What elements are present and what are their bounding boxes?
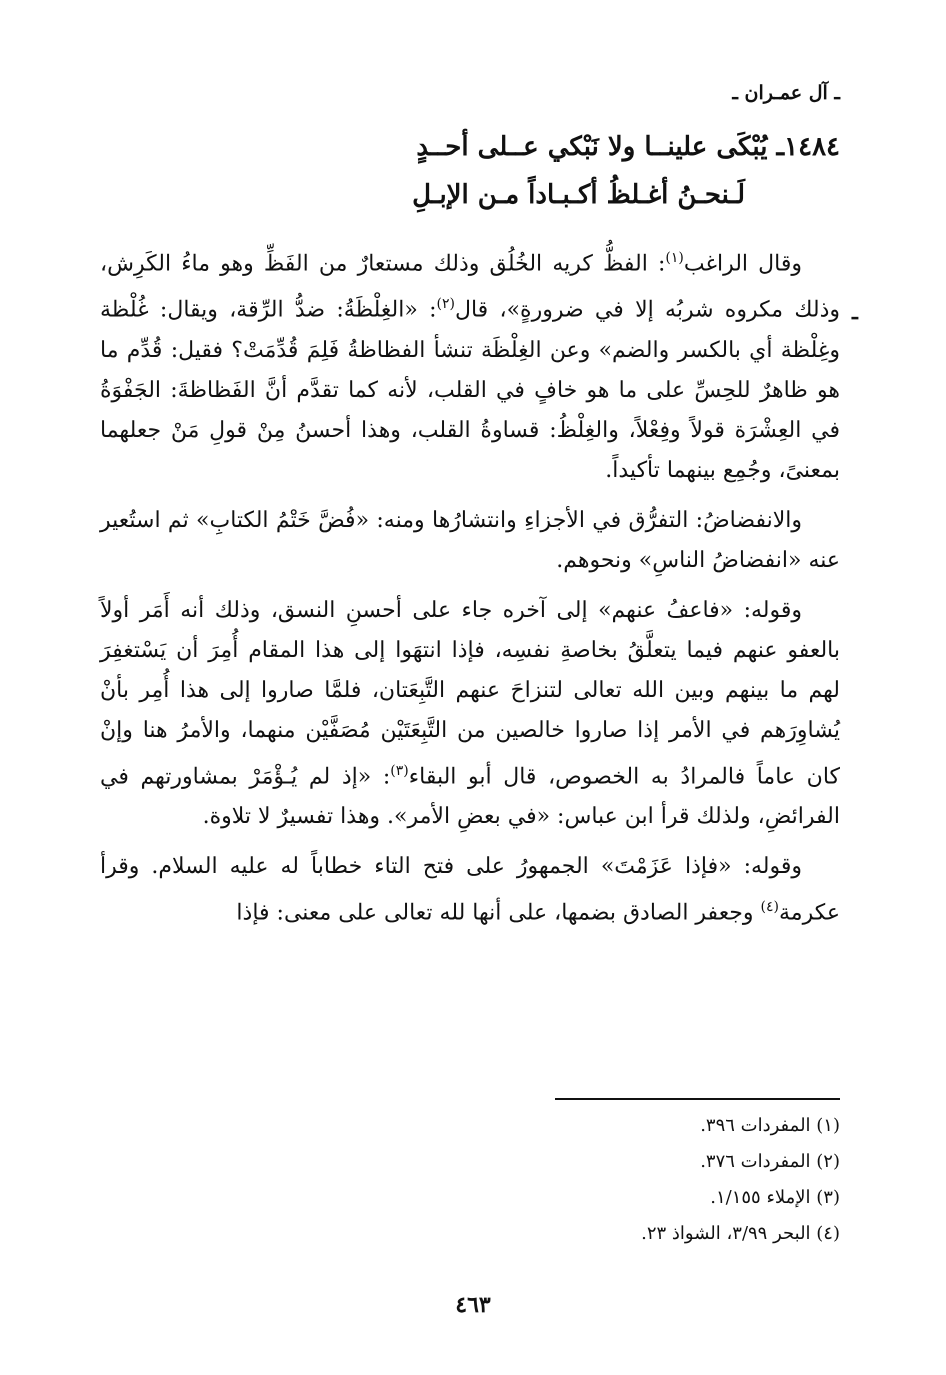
text-run: وقوله: «فإذا عَزَمْتَ» الجمهورُ على فتح التاء خطاباً له عليه السلام. وقرأ عكرمة bbox=[100, 853, 840, 926]
footnote-2: (٢) المفردات ٣٧٦. bbox=[700, 1151, 840, 1172]
footnote-4: (٤) البحر ٣/٩٩، الشواذ ٢٣. bbox=[641, 1223, 840, 1244]
footnotes bbox=[450, 1108, 840, 1252]
margin-mark: ـ bbox=[852, 300, 858, 324]
footnote-ref: (١) bbox=[665, 250, 684, 266]
paragraph-2 bbox=[100, 501, 840, 581]
page-number: ٤٦٣ bbox=[455, 1292, 491, 1318]
verse-line-2: لَـنحـنُ أغـلظُ أكـبـاداً مـن الإبـلِ bbox=[412, 180, 745, 210]
paragraph-3 bbox=[100, 591, 840, 837]
running-head: ـ آل عمـران ـ bbox=[732, 82, 840, 104]
text-run: : الفظُّ كريه الخُلُق وذلك مستعارٌ من الفَظِّ وهو ماءُ الكَرِش، وذلك مكروه شربُه إلا في ضرورةٍ»، قال bbox=[100, 251, 840, 323]
text-run: وقال الراغب bbox=[683, 251, 803, 277]
footnote-3: (٣) الإملاء ١/١٥٥. bbox=[710, 1187, 840, 1208]
verse-line-1: ١٤٨٤ـ يُبْكَى علينــا ولا نَبْكي عــلى أحــدٍ bbox=[416, 132, 840, 162]
text-run: والانفضاضُ: التفرُّق في الأجزاءِ وانتشارُها ومنه: «فُضَّ خَتْمُ الكتابِ» ثم استُعير عنه «انفضاضُ الناسِ» ونحوهم. bbox=[100, 507, 840, 573]
paragraph-4 bbox=[100, 847, 840, 933]
paragraph-1 bbox=[100, 238, 840, 491]
footnote-ref: (٣) bbox=[390, 762, 409, 779]
footnote-divider bbox=[555, 1098, 840, 1100]
body-text bbox=[100, 238, 840, 943]
footnote-ref: (٢) bbox=[436, 296, 455, 313]
text-run: وجعفر الصادق بضمها، على أنها لله تعالى على معنى: فإذا bbox=[236, 900, 761, 926]
text-run: : «الغِلْظَةُ: ضدُّ الرِّقة، ويقال: غُلْظة وغِلْظة أي بالكسر والضم» وعن الغِلْظَة تنشأ الفظاظةُ فَلِمَ قُدِّمَتْ؟ فقيل: قُدِّم ما هو ظاهرٌ للحِسِّ على ما هو خافٍ في القلب، لأنه كما تقدَّم أنَّ الفَظاظةَ: الجَفْوَةُ في العِشْرَة قولاً وفِعْلاً، والغِلْظُ: قساوةُ القلب، وهذا أحسنُ مِنْ قولِ مَنْ جعلهما بمعنىً، وجُمِع بينهما تأكيداً. bbox=[100, 297, 840, 483]
footnote-1: (١) المفردات ٣٩٦. bbox=[700, 1115, 840, 1136]
text-run: وقوله: «فاعفُ عنهم» إلى آخره جاء على أحسنِ النسق، وذلك أنه أَمَر أولاً بالعفو عنهم فيما يتعلَّقُ بخاصةِ نفسِه، فإذا انتهَوا إلى هذا المقام أُمِرَ أن يَسْتغفِرَ لهم ما بينهم وبين الله تعالى لتنزاحَ عنهم التَّبِعَتان، فلمَّا صاروا إلى هذا أُمِر بأنْ يُشاوِرَهم في الأمر إذا صاروا خالصين من التَّبِعَتَيْن مُصَفَّيْن منهما، والأمرُ هنا وإنْ كان عاماً فالمرادُ به الخصوص، قال أبو البقاء bbox=[100, 597, 840, 789]
footnote-ref: (٤) bbox=[760, 898, 779, 915]
text-run: : «إذ لم يُـؤْمَرْ بمشاورتهم في الفرائضِ، ولذلك قرأ ابن عباس: «في بعضِ الأمر». وهذا تفسيرٌ لا تلاوة. bbox=[100, 763, 840, 829]
